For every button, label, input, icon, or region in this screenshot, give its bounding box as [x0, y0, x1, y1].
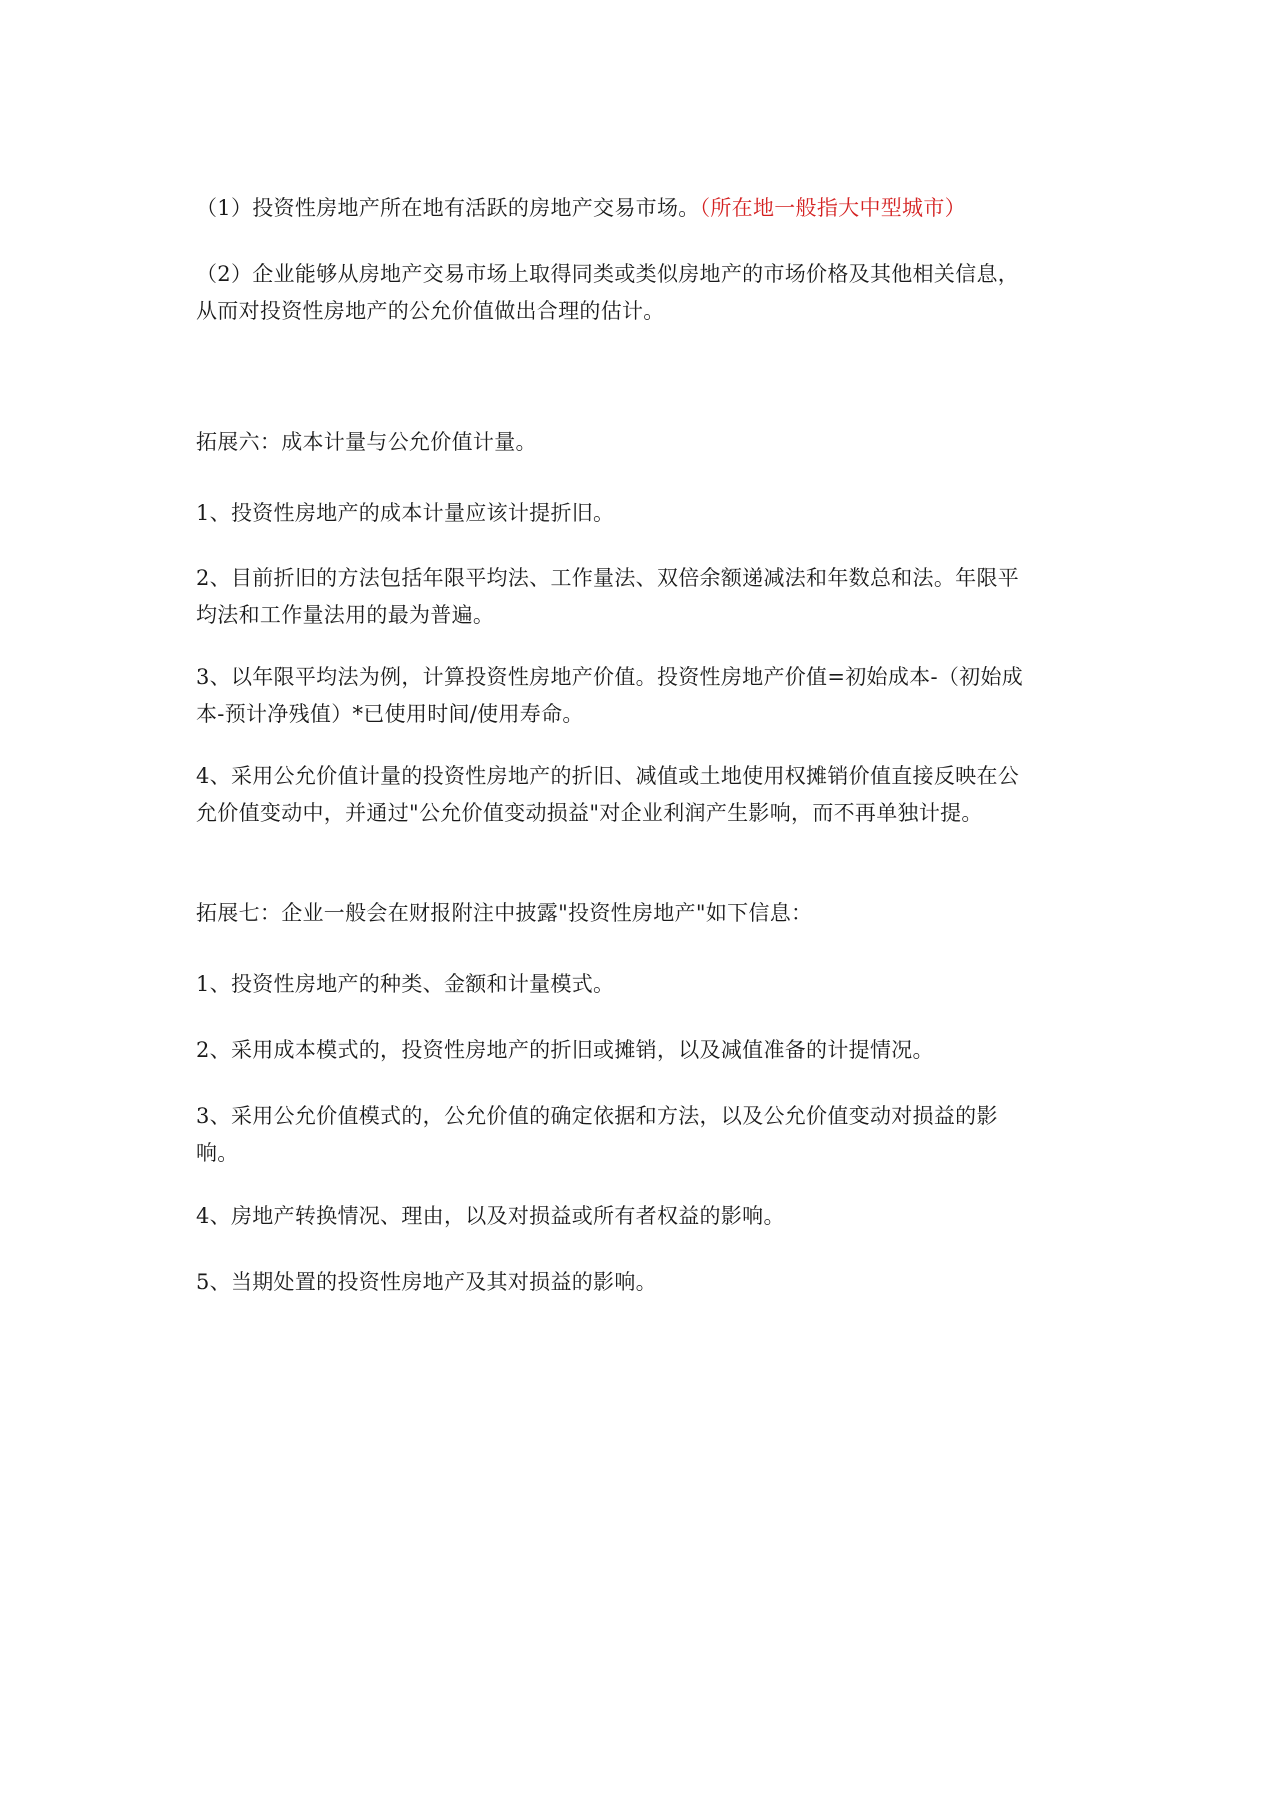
condition-2-line-1: （2）企业能够从房地产交易市场上取得同类或类似房地产的市场价格及其他相关信息，: [196, 262, 1020, 286]
section-6-heading: 拓展六：成本计量与公允价值计量。: [196, 430, 537, 454]
section-6-item-2-line-1: 2、目前折旧的方法包括年限平均法、工作量法、双倍余额递减法和年数总和法。年限平: [196, 566, 1020, 590]
condition-2: [196, 256, 1086, 330]
section-7-item-1: 1、投资性房地产的种类、金额和计量模式。: [196, 972, 615, 996]
section-6-item-2: [196, 560, 1086, 634]
condition-1-text: （1）投资性房地产所在地有活跃的房地产交易市场。: [196, 196, 700, 220]
section-6-item-4: [196, 758, 1086, 832]
section-6-item-4-line-1: 4、采用公允价值计量的投资性房地产的折旧、减值或土地使用权摊销价值直接反映在公: [196, 764, 1020, 788]
section-6-item-1: 1、投资性房地产的成本计量应该计提折旧。: [196, 501, 615, 525]
section-6-item-3-line-1: 3、以年限平均法为例，计算投资性房地产价值。投资性房地产价值=初始成本-（初始成: [196, 665, 1024, 689]
section-7-item-5: 5、当期处置的投资性房地产及其对损益的影响。: [196, 1270, 657, 1294]
section-6-item-2-line-2: 均法和工作量法用的最为普遍。: [196, 603, 495, 627]
condition-2-line-2: 从而对投资性房地产的公允价值做出合理的估计。: [196, 299, 665, 323]
section-7-item-4: 4、房地产转换情况、理由，以及对损益或所有者权益的影响。: [196, 1204, 785, 1228]
condition-1: [196, 190, 1086, 227]
section-6-item-4-line-2: 允价值变动中，并通过"公允价值变动损益"对企业利润产生影响，而不再单独计提。: [196, 801, 983, 825]
section-7-heading: 拓展七：企业一般会在财报附注中披露"投资性房地产"如下信息：: [196, 901, 813, 925]
section-7-item-3: [196, 1098, 1086, 1172]
section-6-item-3-line-2: 本-预计净残值）*已使用时间/使用寿命。: [196, 702, 584, 726]
condition-1-note: （所在地一般指大中型城市）: [699, 196, 966, 220]
section-7-item-3-line-2: 响。: [196, 1141, 239, 1165]
section-7-item-3-line-1: 3、采用公允价值模式的，公允价值的确定依据和方法，以及公允价值变动对损益的影: [196, 1104, 998, 1128]
section-7-item-2: 2、采用成本模式的，投资性房地产的折旧或摊销，以及减值准备的计提情况。: [196, 1038, 934, 1062]
section-6-item-3: [196, 659, 1086, 733]
